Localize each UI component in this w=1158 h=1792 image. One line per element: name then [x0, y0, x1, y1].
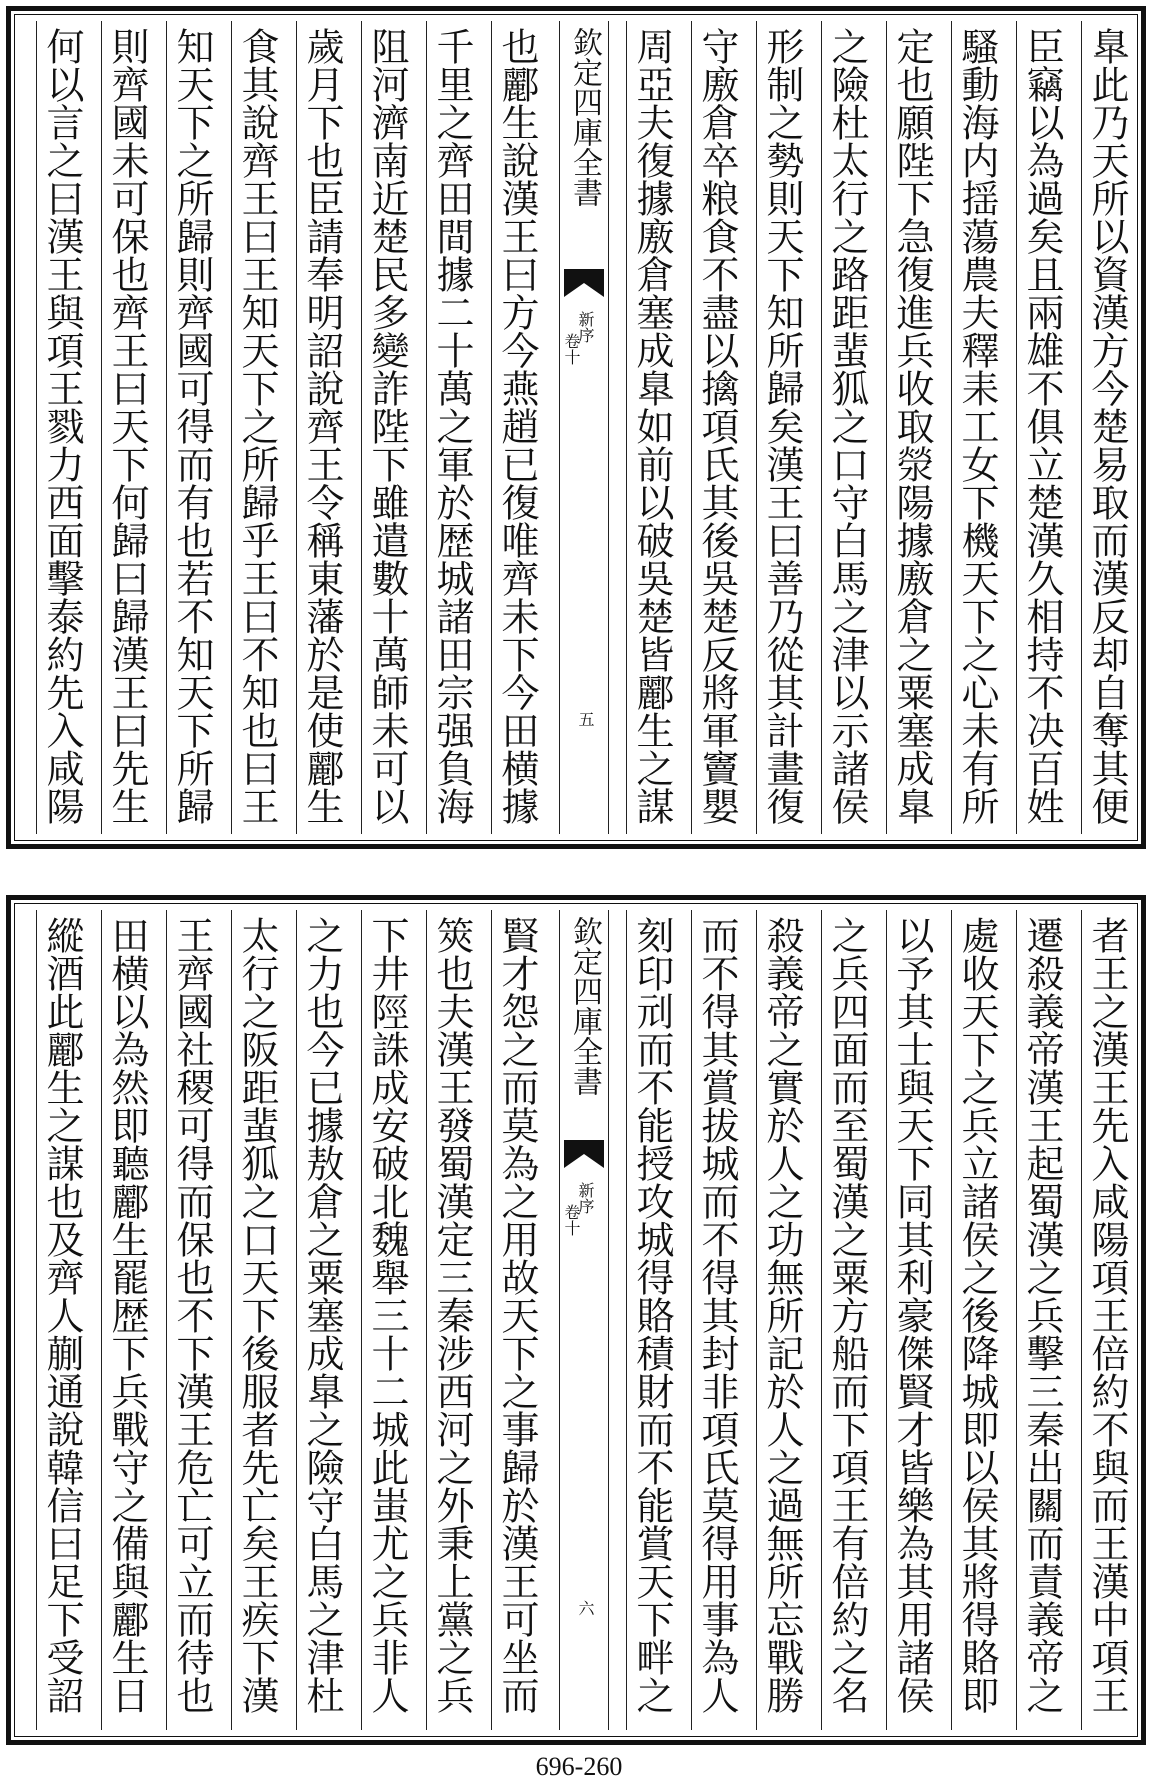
gutter-book-name: 新序 — [576, 311, 595, 343]
center-gutter — [559, 910, 609, 1730]
text-column: 形制之勢則天下知所歸矣漢王曰善乃從其計畫復 — [756, 21, 807, 834]
page-footer-number: 696-260 — [535, 1752, 623, 1781]
text-column: 縱酒此酈生之謀也及齊人蒯通說韓信曰足下受詔 — [36, 910, 87, 1730]
text-column: 歲月下也臣請奉明詔說齊王令稱東藩於是使酈生 — [296, 21, 347, 834]
text-column: 則齊國未可保也齊王曰天下何歸曰歸漢王曰先生 — [101, 21, 152, 834]
text-column: 定也願陛下急復進兵收取滎陽據廒倉之粟塞成臯 — [886, 21, 937, 834]
text-column: 殺義帝之實於人之功無所記於人之過無所忘戰勝 — [756, 910, 807, 1730]
text-column: 太行之阪距蜚狐之口天下後服者先亡矣王疾下漢 — [231, 910, 282, 1730]
text-column: 守廒倉卒粮食不盡以擒項氏其後吳楚反將軍竇嬰 — [691, 21, 742, 834]
text-column: 阻河濟南近楚民多變詐陛下雖遣數十萬師未可以 — [361, 21, 412, 834]
text-column: 之力也今已據敖倉之粟塞成臯之險守白馬之津杜 — [296, 910, 347, 1730]
text-column: 臣竊以為過矣且兩雄不俱立楚漢久相持不决百姓 — [1016, 21, 1067, 834]
text-column: 食其說齊王曰王知天下之所歸乎王曰不知也曰王 — [231, 21, 282, 834]
text-column: 刻印刓而不能授攻城得賂積財而不能賞天下畔之 — [626, 910, 677, 1730]
gutter-page-number: 六 — [576, 1600, 595, 1616]
text-column: 者王之漢王先入咸陽項王倍約不與而王漢中項王 — [1081, 910, 1132, 1730]
text-column: 臯此乃天所以資漢方今楚易取而漢反却自奪其便 — [1081, 21, 1132, 834]
text-column: 也酈生說漢王曰方今燕趙已復唯齊未下今田横據 — [491, 21, 542, 834]
text-column: 田横以為然即聽酈生罷歴下兵戰守之備與酈生日 — [101, 910, 152, 1730]
text-column: 何以言之曰漢王與項王戮力西面擊泰約先入咸陽 — [36, 21, 87, 834]
text-column: 騷動海内揺蕩農夫釋耒工女下機天下之心未有所 — [951, 21, 1002, 834]
gutter-title: 欽定四庫全書 — [567, 27, 602, 207]
text-column: 遷殺義帝漢王起蜀漢之兵擊三秦出關而責義帝之 — [1016, 910, 1067, 1730]
fish-tail-mark-icon — [564, 1140, 604, 1168]
text-column: 筴也夫漢王發蜀漢定三秦涉西河之外秉上黨之兵 — [426, 910, 477, 1730]
text-column: 以予其士與天下同其利豪傑賢才皆樂為其用諸侯 — [886, 910, 937, 1730]
text-column: 之險杜太行之路距蜚狐之口守白馬之津以示諸侯 — [821, 21, 872, 834]
text-column: 之兵四面而至蜀漢之粟方船而下項王有倍約之名 — [821, 910, 872, 1730]
text-column: 千里之齊田間據二十萬之軍於歴城諸田宗强負海 — [426, 21, 477, 834]
center-gutter — [559, 21, 609, 834]
gutter-volume: 卷十 — [562, 333, 581, 365]
text-column: 下井陘誅成安破北魏舉三十二城此蚩尤之兵非人 — [361, 910, 412, 1730]
gutter-volume: 卷十 — [562, 1204, 581, 1236]
fish-tail-mark-icon — [564, 269, 604, 297]
text-column: 賢才怨之而莫為之用故天下之事歸於漢王可坐而 — [491, 910, 542, 1730]
text-column: 知天下之所歸則齊國可得而有也若不知天下所歸 — [166, 21, 217, 834]
text-column: 王齊國社稷可得而保也不下漢王危亡可立而待也 — [166, 910, 217, 1730]
upper-page — [6, 6, 1146, 849]
text-column: 處收天下之兵立諸侯之後降城即以侯其將得賂即 — [951, 910, 1002, 1730]
gutter-page-number: 五 — [576, 711, 595, 727]
text-column: 而不得其賞拔城而不得其封非項氏莫得用事為人 — [691, 910, 742, 1730]
gutter-title: 欽定四庫全書 — [567, 916, 602, 1096]
gutter-book-name: 新序 — [576, 1182, 595, 1214]
lower-page — [6, 895, 1146, 1745]
text-column: 周亞夫復據廒倉塞成臯如前以破吳楚皆酈生之謀 — [626, 21, 677, 834]
